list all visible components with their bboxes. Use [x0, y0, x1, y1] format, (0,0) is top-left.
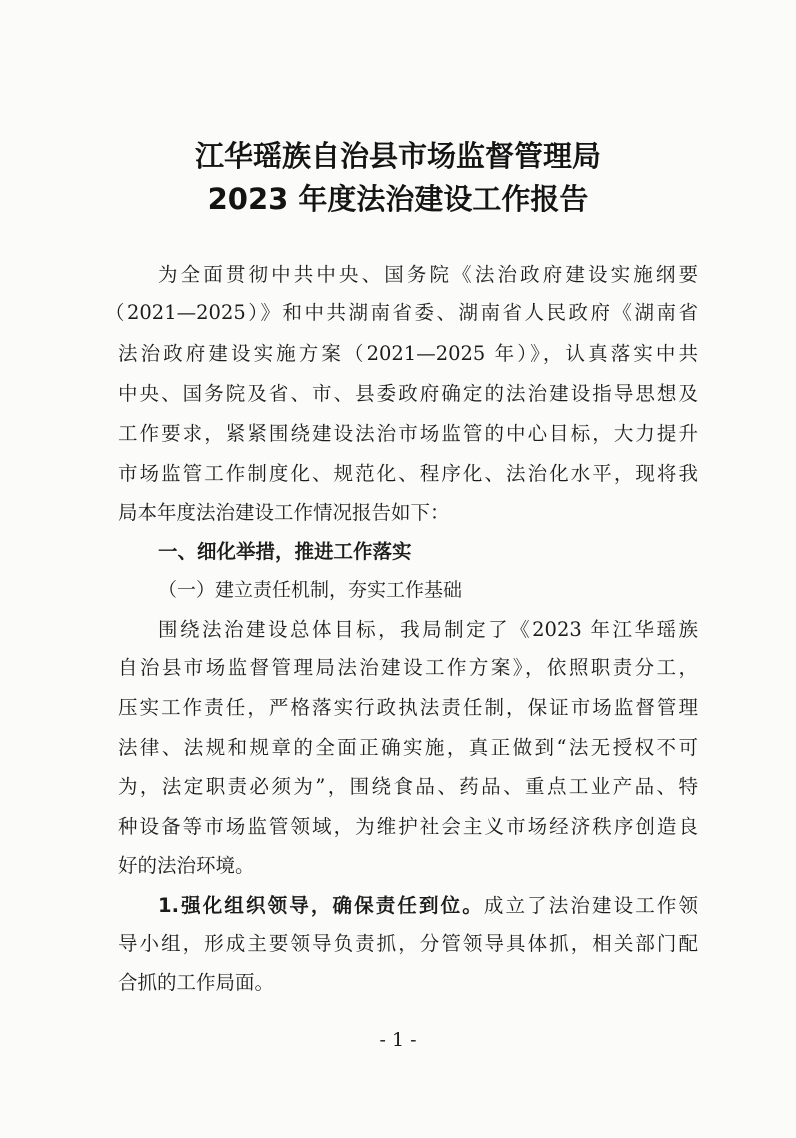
para2-line-6: 种设备等市场监管领域，为维护社会主义市场经济秩序创造良: [118, 815, 698, 838]
para2-line-1: 围绕法治建设总体目标，我局制定了《2023 年江华瑶族: [158, 618, 698, 641]
para2-line-5: 为，法定职责必须为”，围绕食品、药品、重点工业产品、特: [118, 775, 698, 798]
para3-lead: 1.强化组织领导，确保责任到位。: [158, 894, 484, 917]
para1-line-1: 为全面贯彻中共中央、国务院《法治政府建设实施纲要: [158, 263, 698, 286]
para2-line-3: 压实工作责任，严格落实行政执法责任制，保证市场监督管理: [118, 696, 698, 719]
para1-line-5: 工作要求，紧紧围绕建设法治市场监管的中心目标，大力提升: [118, 422, 698, 445]
para1-line-3: 法治政府建设实施方案（2021—2025 年）》，认真落实中共: [118, 342, 698, 365]
para1-line-6: 市场监管工作制度化、规范化、程序化、法治化水平，现将我: [118, 462, 698, 485]
para3-line-1: [158, 893, 698, 918]
subsection-heading-1: （一）建立责任机制，夯实工作基础: [158, 579, 463, 601]
para3-line-3: 合抓的工作局面。: [118, 971, 275, 994]
para1-line-7: 局本年度法治建设工作情况报告如下：: [118, 501, 450, 524]
document-title-line-2: 2023 年度法治建设工作报告: [207, 182, 589, 216]
page-number: - 1 -: [379, 1029, 417, 1051]
para1-line-2: （2021—2025）》和中共湖南省委、湖南省人民政府《湖南省: [105, 301, 698, 324]
para2-line-4: 法律、法规和规章的全面正确实施，真正做到“法无授权不可: [118, 736, 698, 759]
para1-line-4: 中央、国务院及省、市、县委政府确定的法治建设指导思想及: [118, 382, 698, 405]
para3-line-2: 导小组，形成主要领导负责抓，分管领导具体抓，相关部门配: [118, 932, 698, 955]
document-title-line-1: 江华瑶族自治县市场监督管理局: [194, 139, 601, 173]
para3-line-1-rest: 成立了法治建设工作领: [483, 894, 698, 917]
para2-line-2: 自治县市场监督管理局法治建设工作方案》，依照职责分工，: [118, 656, 698, 679]
para2-line-7: 好的法治环境。: [118, 854, 255, 877]
section-heading-1: 一、细化举措，推进工作落实: [158, 540, 412, 563]
